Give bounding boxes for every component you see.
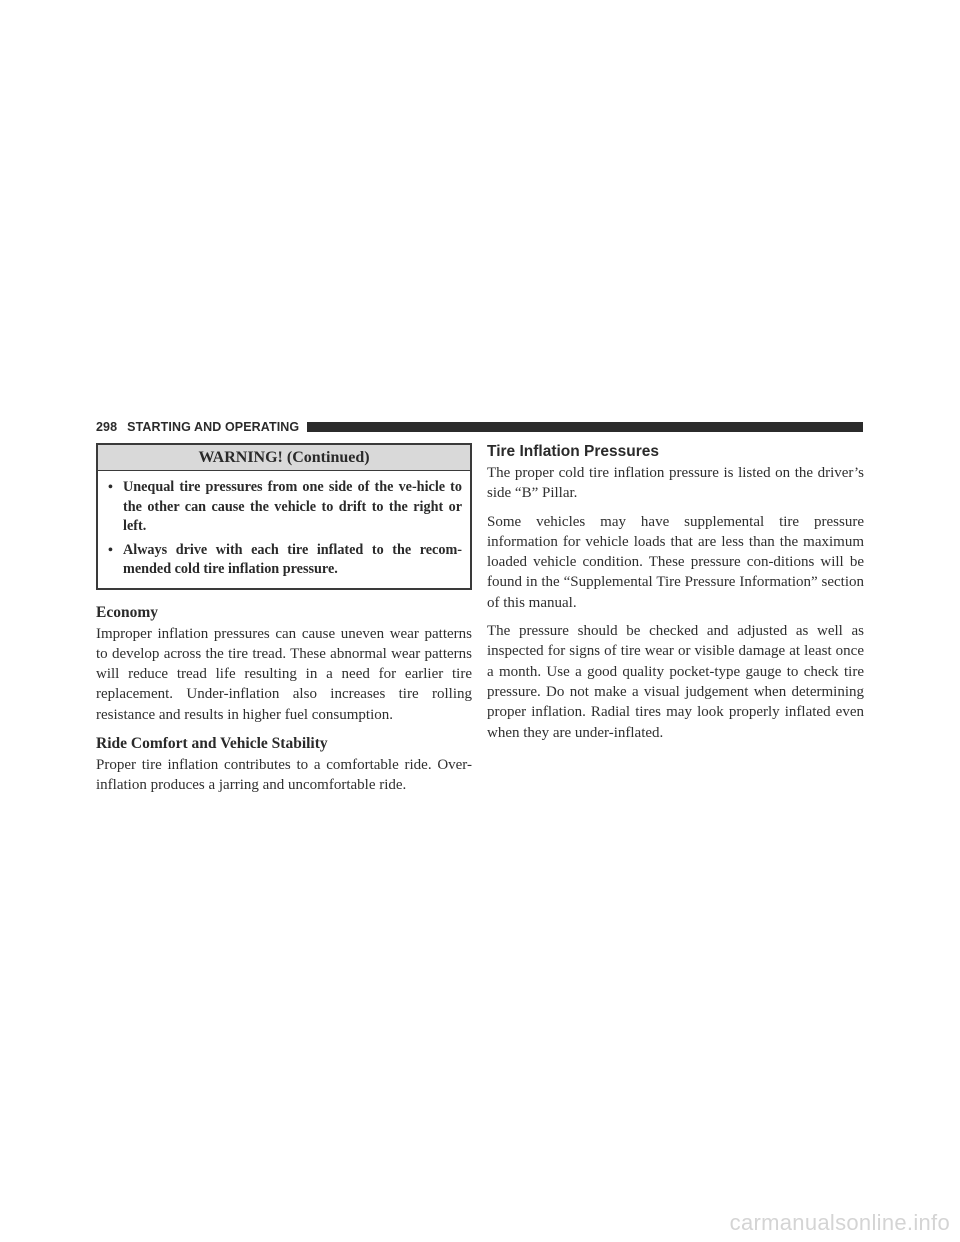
section-title: STARTING AND OPERATING: [127, 420, 300, 434]
economy-heading: Economy: [96, 603, 158, 621]
bullet-icon: •: [108, 542, 113, 558]
warning-box: [96, 443, 472, 590]
warning-item: [108, 541, 462, 580]
right-column: [487, 443, 864, 743]
warning-item-text: Unequal tire pressures from one side of the ve-hicle to the other can cause the vehicle to drift to the right or left.: [123, 479, 462, 534]
header-rule: [307, 422, 863, 432]
page-header: [96, 419, 863, 435]
bullet-icon: •: [108, 480, 113, 495]
ride-comfort-body: Proper tire inflation contributes to a comfortable ride. Over-inflation produces a jarring and uncomfortable ride.: [96, 756, 472, 794]
warning-title: WARNING! (Continued): [98, 445, 470, 471]
tire-inflation-heading: Tire Inflation Pressures: [487, 443, 659, 460]
tire-inflation-paragraph-3: The pressure should be checked and adjusted as well as inspected for signs of tire wear or visible damage at least once a month. Use a good quality pocket-type gauge to check tire pressure. Do not make a visual judgement when determining proper inflation. Radial tires may look properly inflated even when they are under-inflated.: [487, 623, 864, 741]
warning-list: [98, 471, 470, 588]
watermark: carmanualsonline.info: [729, 1210, 950, 1235]
warning-item: [108, 478, 462, 537]
economy-body: Improper inflation pressures can cause uneven wear patterns to develop across the tire tread. These abnormal wear patterns will reduce tread life resulting in a need for earlier tire replacement. Under-inflation also increases tire rolling resistance and results in higher fuel consumption.: [96, 625, 472, 723]
page-number: 298: [96, 420, 118, 434]
tire-inflation-paragraph-1: The proper cold tire inflation pressure is listed on the driver’s side “B” Pillar.: [487, 465, 864, 502]
tire-inflation-paragraph-2: Some vehicles may have supplemental tire pressure information for vehicle loads that are less than the maximum loaded vehicle condition. These pressure con-ditions will be found in the “Supplemental Tire Pressure Information” section of this manual.: [487, 513, 864, 611]
warning-item-text: Always drive with each tire inflated to the recom-mended cold tire inflation pressure.: [123, 541, 462, 577]
ride-comfort-heading: Ride Comfort and Vehicle Stability: [96, 734, 328, 752]
left-column: [96, 443, 472, 796]
